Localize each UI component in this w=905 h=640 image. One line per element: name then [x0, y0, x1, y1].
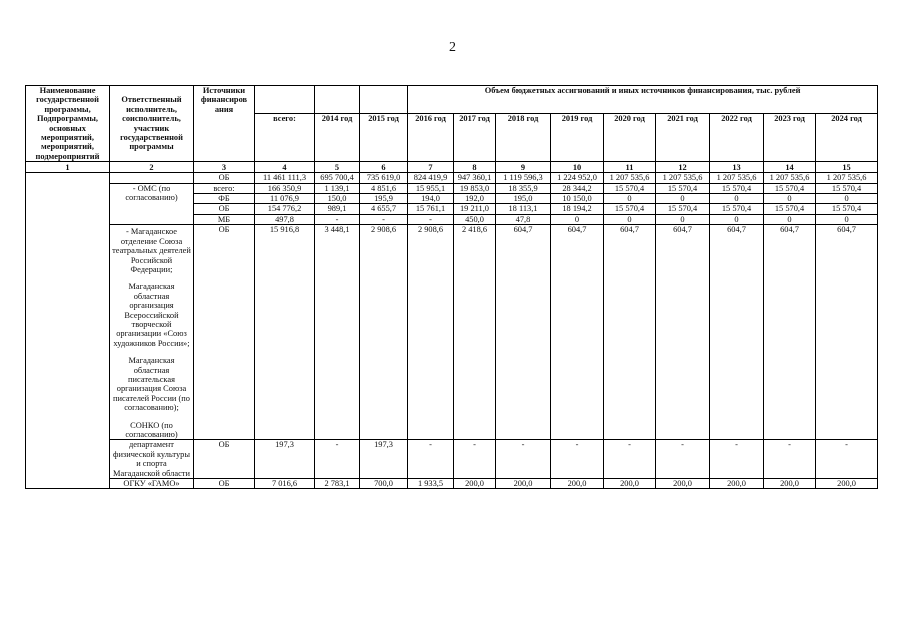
value-cell: 1 207 535,6	[604, 173, 656, 183]
value-cell: 700,0	[360, 479, 408, 489]
page-number: 2	[449, 40, 456, 55]
value-cell: 15 761,1	[408, 204, 454, 214]
header-year: 2018 год	[496, 114, 551, 162]
value-cell: 497,8	[255, 214, 315, 224]
column-number: 6	[360, 162, 408, 173]
value-cell: 1 207 535,6	[764, 173, 816, 183]
value-cell: 15 570,4	[604, 204, 656, 214]
column-number: 1	[26, 162, 110, 173]
value-cell: 200,0	[710, 479, 764, 489]
value-cell: 3 448,1	[315, 225, 360, 440]
value-cell: 604,7	[656, 225, 710, 440]
value-cell: 19 211,0	[454, 204, 496, 214]
column-number: 15	[816, 162, 878, 173]
value-cell: 0	[656, 194, 710, 204]
value-cell: 0	[604, 194, 656, 204]
source-cell: ОБ	[194, 440, 255, 479]
value-cell: 2 908,6	[408, 225, 454, 440]
header-year: 2022 год	[710, 114, 764, 162]
value-cell: 18 194,2	[551, 204, 604, 214]
header-year: 2014 год	[315, 114, 360, 162]
value-cell: 195,0	[496, 194, 551, 204]
value-cell: 200,0	[764, 479, 816, 489]
value-cell: -	[816, 440, 878, 479]
value-cell: -	[551, 440, 604, 479]
value-cell: 1 207 535,6	[656, 173, 710, 183]
value-cell: 1 139,1	[315, 183, 360, 193]
value-cell: 28 344,2	[551, 183, 604, 193]
value-cell: 200,0	[551, 479, 604, 489]
value-cell: 2 908,6	[360, 225, 408, 440]
value-cell: -	[315, 440, 360, 479]
source-cell: ОБ	[194, 479, 255, 489]
value-cell: 604,7	[816, 225, 878, 440]
executor-cell: департамент физической культуры и спорта Магаданской области	[110, 440, 194, 479]
value-cell: 200,0	[656, 479, 710, 489]
budget-allocation-table	[25, 85, 878, 489]
table-row	[26, 183, 878, 193]
value-cell: 11 076,9	[255, 194, 315, 204]
value-cell: 194,0	[408, 194, 454, 204]
value-cell: 0	[551, 214, 604, 224]
value-cell: 15 570,4	[816, 183, 878, 193]
value-cell: 0	[764, 214, 816, 224]
header-year: 2024 год	[816, 114, 878, 162]
value-cell: 1 224 952,0	[551, 173, 604, 183]
value-cell: 695 700,4	[315, 173, 360, 183]
value-cell: 200,0	[816, 479, 878, 489]
table-row	[26, 440, 878, 479]
value-cell: 15 570,4	[604, 183, 656, 193]
value-cell: 604,7	[710, 225, 764, 440]
executor-name: - Магаданское отделение Союза театральных деятелей Российской Федерации;	[112, 227, 191, 274]
source-cell: ФБ	[194, 194, 255, 204]
value-cell: 2 783,1	[315, 479, 360, 489]
executor-name: Магаданская областная организация Всероссийской творческой организации «Союз художников России»;	[113, 282, 190, 348]
value-cell: -	[710, 440, 764, 479]
table-row	[26, 173, 878, 183]
value-cell: 15 570,4	[656, 183, 710, 193]
executor-cell: ОГКУ «ГАМО»	[110, 479, 194, 489]
column-number: 9	[496, 162, 551, 173]
header-year: 2015 год	[360, 114, 408, 162]
executor-cell: - ОМС (по согласованию)	[110, 183, 194, 225]
source-cell: ОБ	[194, 204, 255, 214]
value-cell: 0	[710, 214, 764, 224]
header-year: 2019 год	[551, 114, 604, 162]
column-number: 5	[315, 162, 360, 173]
value-cell: 1 119 596,3	[496, 173, 551, 183]
header-year: 2023 год	[764, 114, 816, 162]
executor-name: Магаданская областная писательская организация Союза писателей России (по согласованию);	[113, 356, 190, 413]
table-row	[26, 225, 878, 440]
value-cell: 15 570,4	[816, 204, 878, 214]
value-cell: 947 360,1	[454, 173, 496, 183]
value-cell: -	[604, 440, 656, 479]
value-cell: 18 113,1	[496, 204, 551, 214]
header-program-name: Наименование государственной программы, Подпрограммы, основных мероприятий, мероприятий, подмероприятий	[26, 86, 110, 162]
header-total: всего:	[255, 114, 315, 162]
value-cell: 1 207 535,6	[816, 173, 878, 183]
value-cell: -	[454, 440, 496, 479]
value-cell: 200,0	[454, 479, 496, 489]
header-financing-source: Источники финансиров ания	[194, 86, 255, 162]
value-cell: 15 570,4	[764, 204, 816, 214]
value-cell: 450,0	[454, 214, 496, 224]
header-year: 2020 год	[604, 114, 656, 162]
header-executor: Ответственный исполнитель, соисполнитель, участник государственной программы	[110, 86, 194, 162]
column-number: 7	[408, 162, 454, 173]
value-cell: 200,0	[604, 479, 656, 489]
value-cell: 0	[816, 214, 878, 224]
value-cell: -	[315, 214, 360, 224]
value-cell: 1 207 535,6	[710, 173, 764, 183]
value-cell: 735 619,0	[360, 173, 408, 183]
header-year: 2017 год	[454, 114, 496, 162]
value-cell: 1 933,5	[408, 479, 454, 489]
header-year: 2016 год	[408, 114, 454, 162]
value-cell: 15 570,4	[710, 204, 764, 214]
table-row	[26, 479, 878, 489]
header-volume: Объем бюджетных ассигнований и иных источников финансирования, тыс. рублей	[408, 86, 878, 114]
source-cell: ОБ	[194, 173, 255, 183]
program-name-cell	[26, 173, 110, 489]
value-cell: 0	[816, 194, 878, 204]
header-year: 2021 год	[656, 114, 710, 162]
value-cell: 7 016,6	[255, 479, 315, 489]
value-cell: 192,0	[454, 194, 496, 204]
value-cell: 989,1	[315, 204, 360, 214]
value-cell: 2 418,6	[454, 225, 496, 440]
value-cell: 604,7	[604, 225, 656, 440]
column-number: 14	[764, 162, 816, 173]
value-cell: 0	[604, 214, 656, 224]
value-cell: 604,7	[764, 225, 816, 440]
value-cell: 18 355,9	[496, 183, 551, 193]
value-cell: 0	[764, 194, 816, 204]
value-cell: 11 461 111,3	[255, 173, 315, 183]
source-cell: всего:	[194, 183, 255, 193]
value-cell: 15 570,4	[764, 183, 816, 193]
value-cell: 15 916,8	[255, 225, 315, 440]
value-cell: 0	[710, 194, 764, 204]
value-cell: 166 350,9	[255, 183, 315, 193]
value-cell: 200,0	[496, 479, 551, 489]
source-cell: МБ	[194, 214, 255, 224]
value-cell: 15 955,1	[408, 183, 454, 193]
value-cell: 15 570,4	[710, 183, 764, 193]
value-cell: 154 776,2	[255, 204, 315, 214]
column-number: 10	[551, 162, 604, 173]
value-cell: -	[496, 440, 551, 479]
value-cell: -	[360, 214, 408, 224]
value-cell: 197,3	[255, 440, 315, 479]
column-number: 12	[656, 162, 710, 173]
value-cell: -	[656, 440, 710, 479]
value-cell: 47,8	[496, 214, 551, 224]
value-cell: 4 851,6	[360, 183, 408, 193]
value-cell: 195,9	[360, 194, 408, 204]
value-cell: 824 419,9	[408, 173, 454, 183]
value-cell: -	[408, 440, 454, 479]
column-numbers-row	[26, 162, 878, 173]
value-cell: 604,7	[551, 225, 604, 440]
value-cell: 197,3	[360, 440, 408, 479]
source-cell: ОБ	[194, 225, 255, 440]
column-number: 2	[110, 162, 194, 173]
column-number: 11	[604, 162, 656, 173]
column-number: 13	[710, 162, 764, 173]
column-number: 3	[194, 162, 255, 173]
value-cell: -	[408, 214, 454, 224]
value-cell: -	[764, 440, 816, 479]
value-cell: 10 150,0	[551, 194, 604, 204]
value-cell: 604,7	[496, 225, 551, 440]
executor-cell	[110, 173, 194, 183]
value-cell: 19 853,0	[454, 183, 496, 193]
executor-cell	[110, 225, 194, 440]
column-number: 8	[454, 162, 496, 173]
value-cell: 0	[656, 214, 710, 224]
column-number: 4	[255, 162, 315, 173]
value-cell: 4 655,7	[360, 204, 408, 214]
value-cell: 150,0	[315, 194, 360, 204]
executor-name: СОНКО (по согласованию)	[125, 420, 178, 439]
value-cell: 15 570,4	[656, 204, 710, 214]
